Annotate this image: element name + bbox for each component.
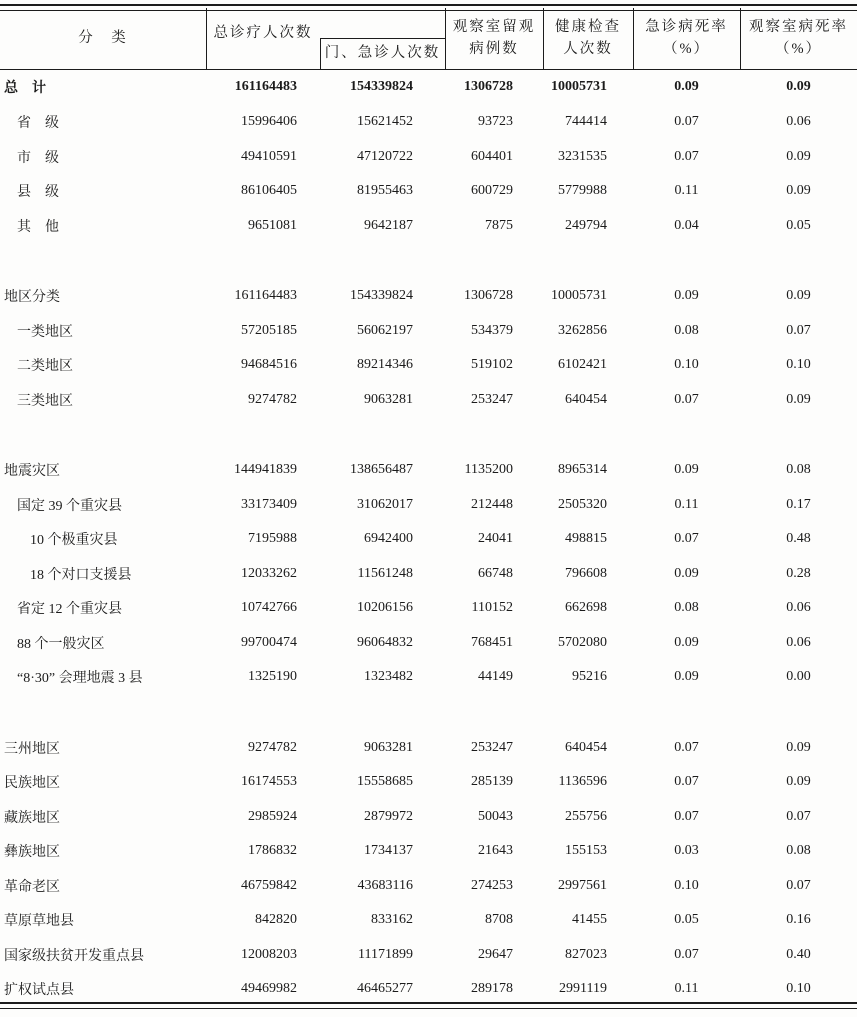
cell-value: 10005731 bbox=[551, 288, 607, 304]
cell-value: 498815 bbox=[565, 531, 607, 547]
column-header-label: 观察室留观 bbox=[452, 18, 536, 35]
cell-value: 0.09 bbox=[674, 669, 699, 685]
cell-value: 274253 bbox=[471, 877, 513, 893]
row-label: 市 级 bbox=[17, 150, 59, 166]
row-label: 国定 39 个重灾县 bbox=[17, 498, 122, 514]
cell-value: 253247 bbox=[471, 739, 513, 755]
table-header bbox=[0, 8, 857, 70]
cell-value: 56062197 bbox=[357, 322, 413, 338]
cell-value: 0.09 bbox=[786, 739, 811, 755]
table-row bbox=[0, 348, 857, 383]
cell-value: 154339824 bbox=[350, 79, 413, 94]
table-row bbox=[0, 765, 857, 800]
column-header-label: （%） bbox=[774, 40, 823, 57]
cell-value: 285139 bbox=[471, 774, 513, 790]
column-header-total-visits bbox=[206, 8, 320, 60]
cell-value: 5702080 bbox=[558, 634, 607, 650]
table-bottom-rule bbox=[0, 1002, 857, 1009]
cell-value: 827023 bbox=[565, 946, 607, 962]
cell-value: 0.05 bbox=[786, 217, 811, 233]
cell-value: 11171899 bbox=[358, 946, 413, 962]
row-label: 一类地区 bbox=[17, 324, 73, 340]
table-row bbox=[0, 522, 857, 557]
cell-value: 81955463 bbox=[357, 183, 413, 199]
cell-value: 1306728 bbox=[464, 288, 513, 304]
column-header-label: 观察室病死率 bbox=[749, 18, 848, 35]
table-row bbox=[0, 903, 857, 938]
row-label: 民族地区 bbox=[4, 776, 60, 792]
cell-value: 0.07 bbox=[674, 114, 699, 130]
cell-value: 7195988 bbox=[248, 531, 297, 547]
cell-value: 0.08 bbox=[674, 600, 699, 616]
cell-value: 0.09 bbox=[674, 634, 699, 650]
cell-value: 12008203 bbox=[241, 946, 297, 962]
cell-value: 99700474 bbox=[241, 634, 297, 650]
table-row bbox=[0, 314, 857, 349]
row-label: “8·30” 会理地震 3 县 bbox=[17, 671, 143, 687]
cell-value: 0.17 bbox=[786, 496, 811, 512]
row-label: 扩权试点县 bbox=[4, 983, 74, 999]
cell-value: 1306728 bbox=[464, 79, 513, 94]
cell-value: 249794 bbox=[565, 217, 607, 233]
cell-value: 253247 bbox=[471, 391, 513, 407]
cell-value: 0.09 bbox=[786, 79, 811, 94]
row-label: 彝族地区 bbox=[4, 845, 60, 861]
cell-value: 0.07 bbox=[674, 148, 699, 164]
row-label: 其 他 bbox=[17, 219, 59, 235]
cell-value: 0.05 bbox=[674, 912, 699, 928]
cell-value: 1325190 bbox=[248, 669, 297, 685]
cell-value: 46465277 bbox=[357, 981, 413, 997]
row-label: 18 个对口支援县 bbox=[30, 567, 132, 583]
cell-value: 796608 bbox=[565, 565, 607, 581]
cell-value: 255756 bbox=[565, 808, 607, 824]
cell-value: 2991119 bbox=[559, 981, 607, 997]
cell-value: 1786832 bbox=[248, 843, 297, 859]
cell-value: 0.09 bbox=[786, 774, 811, 790]
cell-value: 96064832 bbox=[357, 634, 413, 650]
cell-value: 0.07 bbox=[786, 877, 811, 893]
cell-value: 0.10 bbox=[786, 357, 811, 373]
cell-value: 89214346 bbox=[357, 357, 413, 373]
cell-value: 1323482 bbox=[364, 669, 413, 685]
cell-value: 24041 bbox=[478, 531, 513, 547]
cell-value: 0.07 bbox=[674, 391, 699, 407]
row-label: 省 级 bbox=[17, 116, 59, 132]
cell-value: 47120722 bbox=[357, 148, 413, 164]
cell-value: 46759842 bbox=[241, 877, 297, 893]
cell-value: 9651081 bbox=[248, 217, 297, 233]
table-row bbox=[0, 557, 857, 592]
cell-value: 0.08 bbox=[786, 462, 811, 478]
cell-value: 49469982 bbox=[241, 981, 297, 997]
cell-value: 0.09 bbox=[674, 565, 699, 581]
table-row bbox=[0, 105, 857, 140]
column-header-category bbox=[0, 8, 206, 69]
cell-value: 0.48 bbox=[786, 531, 811, 547]
row-label: 地震灾区 bbox=[4, 464, 60, 480]
cell-value: 842820 bbox=[255, 912, 297, 928]
cell-value: 0.07 bbox=[674, 774, 699, 790]
cell-value: 0.04 bbox=[674, 217, 699, 233]
cell-value: 11561248 bbox=[357, 565, 413, 581]
cell-value: 94684516 bbox=[241, 357, 297, 373]
cell-value: 161164483 bbox=[234, 288, 297, 304]
cell-value: 0.06 bbox=[786, 600, 811, 616]
cell-value: 0.07 bbox=[674, 531, 699, 547]
cell-value: 640454 bbox=[565, 391, 607, 407]
table-row bbox=[0, 869, 857, 904]
cell-value: 161164483 bbox=[234, 79, 297, 94]
cell-value: 57205185 bbox=[241, 322, 297, 338]
cell-value: 0.09 bbox=[786, 148, 811, 164]
cell-value: 0.09 bbox=[786, 391, 811, 407]
cell-value: 0.00 bbox=[786, 669, 811, 685]
table-row bbox=[0, 800, 857, 835]
table-row bbox=[0, 69, 857, 105]
cell-value: 3231535 bbox=[558, 148, 607, 164]
table-row bbox=[0, 453, 857, 488]
cell-value: 66748 bbox=[478, 565, 513, 581]
cell-value: 833162 bbox=[371, 912, 413, 928]
cell-value: 604401 bbox=[471, 148, 513, 164]
row-label: 10 个极重灾县 bbox=[30, 533, 118, 549]
row-label: 二类地区 bbox=[17, 359, 73, 375]
cell-value: 3262856 bbox=[558, 322, 607, 338]
cell-value: 8708 bbox=[485, 912, 513, 928]
column-header-label: 人次数 bbox=[563, 40, 613, 57]
row-label: 总 计 bbox=[4, 81, 46, 96]
cell-value: 0.06 bbox=[786, 114, 811, 130]
cell-value: 0.10 bbox=[674, 877, 699, 893]
cell-value: 2879972 bbox=[364, 808, 413, 824]
cell-value: 0.09 bbox=[674, 288, 699, 304]
cell-value: 2505320 bbox=[558, 496, 607, 512]
column-header-health-exam bbox=[543, 8, 633, 69]
cell-value: 93723 bbox=[478, 114, 513, 130]
table-row bbox=[0, 488, 857, 523]
cell-value: 2997561 bbox=[558, 877, 607, 893]
cell-value: 0.16 bbox=[786, 912, 811, 928]
cell-value: 0.08 bbox=[786, 843, 811, 859]
column-header-label: 病例数 bbox=[469, 40, 519, 57]
cell-value: 0.11 bbox=[674, 183, 699, 199]
cell-value: 10742766 bbox=[241, 600, 297, 616]
cell-value: 519102 bbox=[471, 357, 513, 373]
cell-value: 768451 bbox=[471, 634, 513, 650]
cell-value: 15558685 bbox=[357, 774, 413, 790]
table-row bbox=[0, 938, 857, 973]
cell-value: 640454 bbox=[565, 739, 607, 755]
table-row bbox=[0, 209, 857, 244]
cell-value: 16174553 bbox=[241, 774, 297, 790]
table-row bbox=[0, 731, 857, 766]
cell-value: 21643 bbox=[478, 843, 513, 859]
cell-value: 0.10 bbox=[674, 357, 699, 373]
column-header-label: （%） bbox=[662, 40, 711, 57]
cell-value: 12033262 bbox=[241, 565, 297, 581]
cell-value: 600729 bbox=[471, 183, 513, 199]
table-row bbox=[0, 279, 857, 314]
cell-value: 31062017 bbox=[357, 496, 413, 512]
cell-value: 9274782 bbox=[248, 739, 297, 755]
cell-value: 8965314 bbox=[558, 462, 607, 478]
cell-value: 29647 bbox=[478, 946, 513, 962]
cell-value: 9063281 bbox=[364, 391, 413, 407]
column-header-observation-fatality-rate bbox=[740, 8, 857, 69]
row-label: 革命老区 bbox=[4, 879, 60, 895]
cell-value: 0.03 bbox=[674, 843, 699, 859]
table-body bbox=[0, 69, 857, 1007]
cell-value: 0.09 bbox=[674, 79, 699, 94]
cell-value: 155153 bbox=[565, 843, 607, 859]
table-row bbox=[0, 383, 857, 418]
table-row bbox=[0, 140, 857, 175]
cell-value: 9063281 bbox=[364, 739, 413, 755]
cell-value: 212448 bbox=[471, 496, 513, 512]
cell-value: 95216 bbox=[572, 669, 607, 685]
cell-value: 662698 bbox=[565, 600, 607, 616]
cell-value: 534379 bbox=[471, 322, 513, 338]
cell-value: 0.40 bbox=[786, 946, 811, 962]
cell-value: 138656487 bbox=[350, 462, 413, 478]
section-gap bbox=[0, 695, 857, 731]
cell-value: 6942400 bbox=[364, 531, 413, 547]
cell-value: 0.11 bbox=[674, 496, 699, 512]
cell-value: 15621452 bbox=[357, 114, 413, 130]
cell-value: 0.07 bbox=[674, 808, 699, 824]
table-row bbox=[0, 660, 857, 695]
cell-value: 10005731 bbox=[551, 79, 607, 94]
column-header-label: 门、急诊人次数 bbox=[324, 44, 441, 61]
cell-value: 50043 bbox=[478, 808, 513, 824]
row-label: 国家级扶贫开发重点县 bbox=[4, 948, 144, 964]
table-row bbox=[0, 174, 857, 209]
row-label: 省定 12 个重灾县 bbox=[17, 602, 122, 618]
row-label: 三州地区 bbox=[4, 741, 60, 757]
table-row bbox=[0, 626, 857, 661]
cell-value: 2985924 bbox=[248, 808, 297, 824]
row-label: 县 级 bbox=[17, 185, 59, 201]
column-header-label: 分 类 bbox=[78, 29, 128, 46]
cell-value: 0.07 bbox=[674, 946, 699, 962]
cell-value: 5779988 bbox=[558, 183, 607, 199]
cell-value: 0.28 bbox=[786, 565, 811, 581]
section-gap bbox=[0, 417, 857, 453]
cell-value: 0.10 bbox=[786, 981, 811, 997]
cell-value: 154339824 bbox=[350, 288, 413, 304]
cell-value: 0.09 bbox=[674, 462, 699, 478]
table-row bbox=[0, 834, 857, 869]
column-header-label: 急诊病死率 bbox=[645, 18, 728, 35]
cell-value: 144941839 bbox=[234, 462, 297, 478]
column-header-label: 健康检查 bbox=[555, 18, 621, 35]
cell-value: 0.09 bbox=[786, 288, 811, 304]
cell-value: 0.09 bbox=[786, 183, 811, 199]
row-label: 草原草地县 bbox=[4, 914, 74, 930]
cell-value: 41455 bbox=[572, 912, 607, 928]
cell-value: 0.11 bbox=[674, 981, 699, 997]
cell-value: 86106405 bbox=[241, 183, 297, 199]
cell-value: 744414 bbox=[565, 114, 607, 130]
cell-value: 49410591 bbox=[241, 148, 297, 164]
column-header-outpatient-emergency-visits bbox=[320, 38, 445, 69]
row-label: 88 个一般灾区 bbox=[17, 636, 105, 652]
cell-value: 10206156 bbox=[357, 600, 413, 616]
table-row bbox=[0, 591, 857, 626]
cell-value: 0.07 bbox=[786, 322, 811, 338]
cell-value: 1135200 bbox=[464, 462, 513, 478]
cell-value: 0.07 bbox=[786, 808, 811, 824]
row-label: 三类地区 bbox=[17, 393, 73, 409]
cell-value: 1136596 bbox=[558, 774, 607, 790]
section-gap bbox=[0, 243, 857, 279]
cell-value: 9642187 bbox=[364, 217, 413, 233]
cell-value: 7875 bbox=[485, 217, 513, 233]
cell-value: 44149 bbox=[478, 669, 513, 685]
cell-value: 43683116 bbox=[357, 877, 413, 893]
column-header-observation-cases bbox=[445, 8, 543, 69]
column-header-label: 总诊疗人次数 bbox=[213, 25, 313, 42]
cell-value: 110152 bbox=[471, 600, 513, 616]
cell-value: 0.07 bbox=[674, 739, 699, 755]
cell-value: 0.06 bbox=[786, 634, 811, 650]
column-header-emergency-fatality-rate bbox=[633, 8, 740, 69]
cell-value: 0.08 bbox=[674, 322, 699, 338]
cell-value: 1734137 bbox=[364, 843, 413, 859]
cell-value: 33173409 bbox=[241, 496, 297, 512]
cell-value: 6102421 bbox=[558, 357, 607, 373]
cell-value: 15996406 bbox=[241, 114, 297, 130]
row-label: 地区分类 bbox=[4, 290, 60, 306]
cell-value: 9274782 bbox=[248, 391, 297, 407]
cell-value: 289178 bbox=[471, 981, 513, 997]
row-label: 藏族地区 bbox=[4, 810, 60, 826]
